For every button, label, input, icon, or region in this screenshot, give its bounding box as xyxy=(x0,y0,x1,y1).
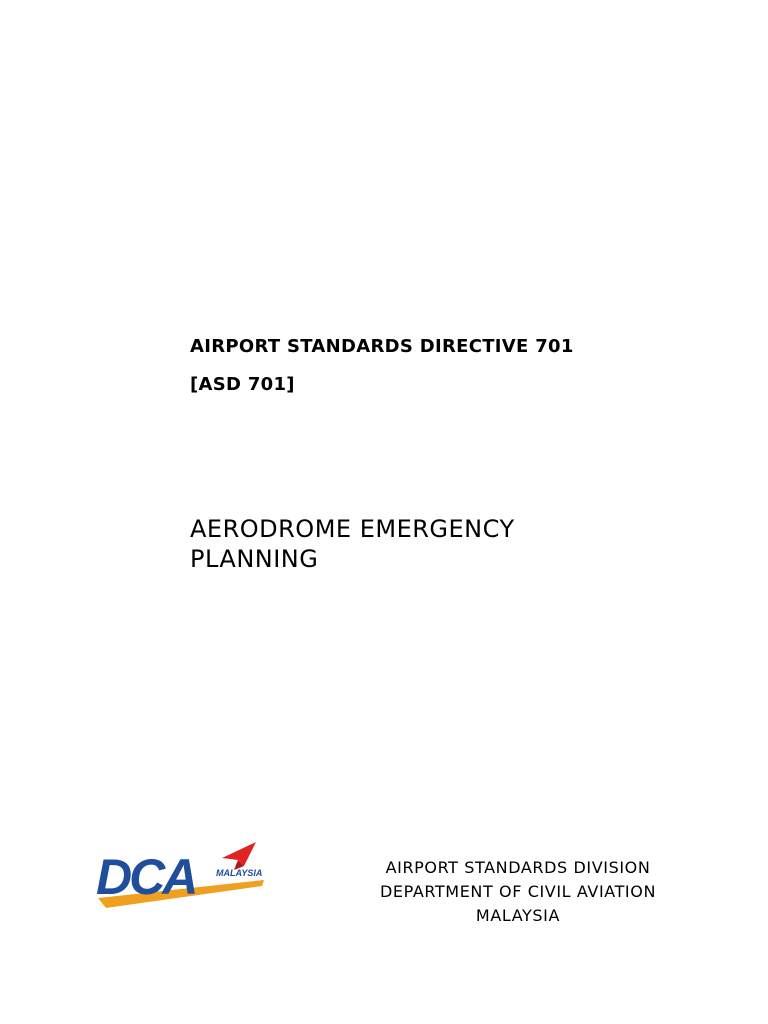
directive-title: AIRPORT STANDARDS DIRECTIVE 701 xyxy=(190,336,574,357)
document-title xyxy=(190,514,610,574)
dca-logo xyxy=(94,836,270,912)
organization-block xyxy=(362,856,674,928)
logo-dca-text: DCA xyxy=(96,849,196,905)
document-title-line-2: PLANNING xyxy=(190,545,319,573)
organization-line-2: DEPARTMENT OF CIVIL AVIATION xyxy=(379,882,657,901)
organization-line-1: AIRPORT STANDARDS DIVISION xyxy=(385,858,651,877)
organization-line-3: MALAYSIA xyxy=(475,906,561,925)
directive-code: [ASD 701] xyxy=(190,374,295,395)
document-title-line-1: AERODROME EMERGENCY xyxy=(190,515,515,543)
logo-country-text: MALAYSIA xyxy=(216,868,263,878)
